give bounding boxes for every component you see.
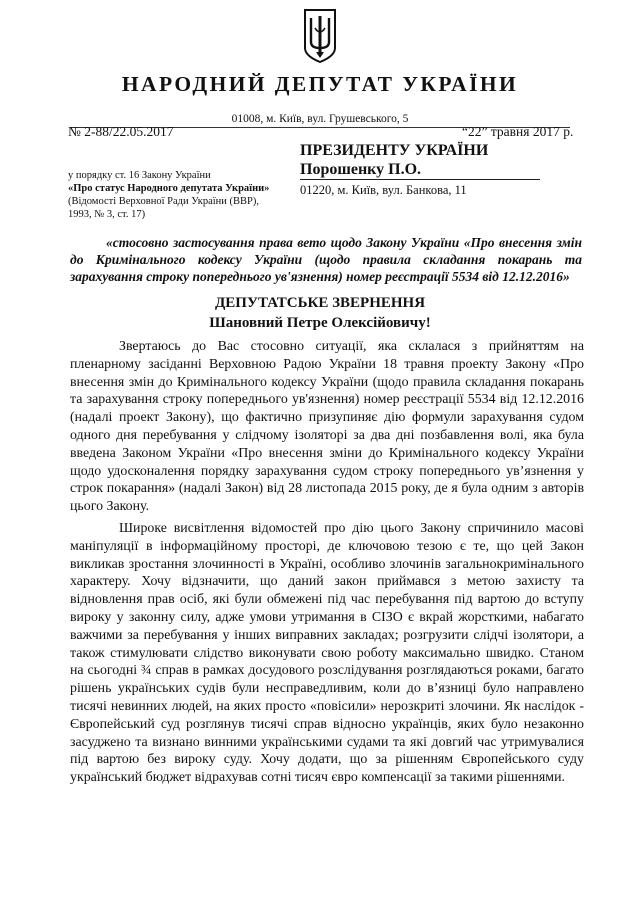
document-date: “22” травня 2017 р. (462, 124, 574, 139)
body-paragraph: Звертаюсь до Вас стосовно ситуації, яка склалася з прийняттям на пленарному засіданні Верховною Радою України 18 травня проекту Закону «Про внесення змін до Кримінального кодексу України (щодо правила складання покарань та зарахування строку попереднього ув'язнення) номер реєстрації 5534 від 12.12.2016 (надалі проект Закону), що фактично призупиняє дію формули зарахування судом одного дня перебування у слідчому ізоляторі за два дні позбавлення волі, яка була введена Законом України «Про внесення зміни до Кримінального кодексу України щодо удосконалення порядку зарахування судом строку попереднього ув’язнення у строк покарання» (надалі Закон) від 28 листопада 2015 року, де я була одним з авторів цього Закону. (70, 339, 584, 515)
appeal-title: ДЕПУТАТСЬКЕ ЗВЕРНЕННЯ (214, 295, 426, 311)
salutation: Шановний Петре Олексійовичу! (209, 315, 431, 331)
addressee-name: Порошенку П.О. (300, 160, 540, 180)
addressee-block (300, 141, 540, 198)
trident-emblem-icon (303, 8, 337, 64)
letterhead-title: НАРОДНИЙ ДЕПУТАТ УКРАЇНИ (121, 72, 519, 96)
subject-line: «стосовно застосування права вето щодо Закону України «Про внесення змін до Кримінального кодексу України (щодо правила складання покарань та зарахування строку попереднього ув'язнення) номер реєстрації 5534 від 12.12.2016» (70, 235, 582, 284)
sender-address: 01008, м. Київ, вул. Грушевського, 5 (231, 113, 409, 125)
legal-basis-source: (Відомості Верховної Ради України (ВВР), (68, 196, 259, 207)
letter-body (70, 338, 584, 791)
legal-basis-line: у порядку ст. 16 Закону України (68, 170, 211, 181)
addressee-address: 01220, м. Київ, вул. Банкова, 11 (300, 183, 467, 197)
legal-basis-law: «Про статус Народного депутата України» (68, 183, 270, 194)
appeal-heading (0, 293, 640, 333)
addressee-title: ПРЕЗИДЕНТУ УКРАЇНИ (300, 142, 489, 159)
registration-number: № 2-88/22.05.2017 (68, 124, 174, 139)
body-paragraph: Широке висвітлення відомостей про дію цього Закону спричинило масові маніпуляції в інформаційному просторі, де ключовою тезою є те, що цей Закон викликав зростання злочинності в Україні, особливо злочинів загальнокримінального характеру. Хочу відзначити, що даний закон приймався з метою захисту та відновлення прав осіб, які були обмежені під час перебування під вартою до вступу вироку у законну силу, адже умови утримання в СІЗО є вкрай жорсткими, набагато важчими за перебування у інших виправних закладах; розгрузити слідчі ізолятори, а також стимулювати слідство виконувати свою роботу максимально швидко. Станом на сьогодні ¾ справ в рамках досудового розслідування розглядаються роками, багато рішень українських судів були несправедливим, коли до в’язниці було направлено тисячі невинних людей, на яких просто «повісили» нерозкриті злочини. Як наслідок - Європейський суд розглянув тисячі справ відносно українців, яких було незаконно засуджено та визнано винними українськими судами та які довгий час утримувалися під вартою без вироку суду. Хочу додати, що за рішенням Європейського суду український бюджет відрахував сотні тисяч євро компенсації за такими рішеннями. (70, 520, 584, 786)
legal-basis-ref: 1993, № 3, ст. 17) (68, 209, 146, 220)
legal-basis (68, 169, 298, 221)
